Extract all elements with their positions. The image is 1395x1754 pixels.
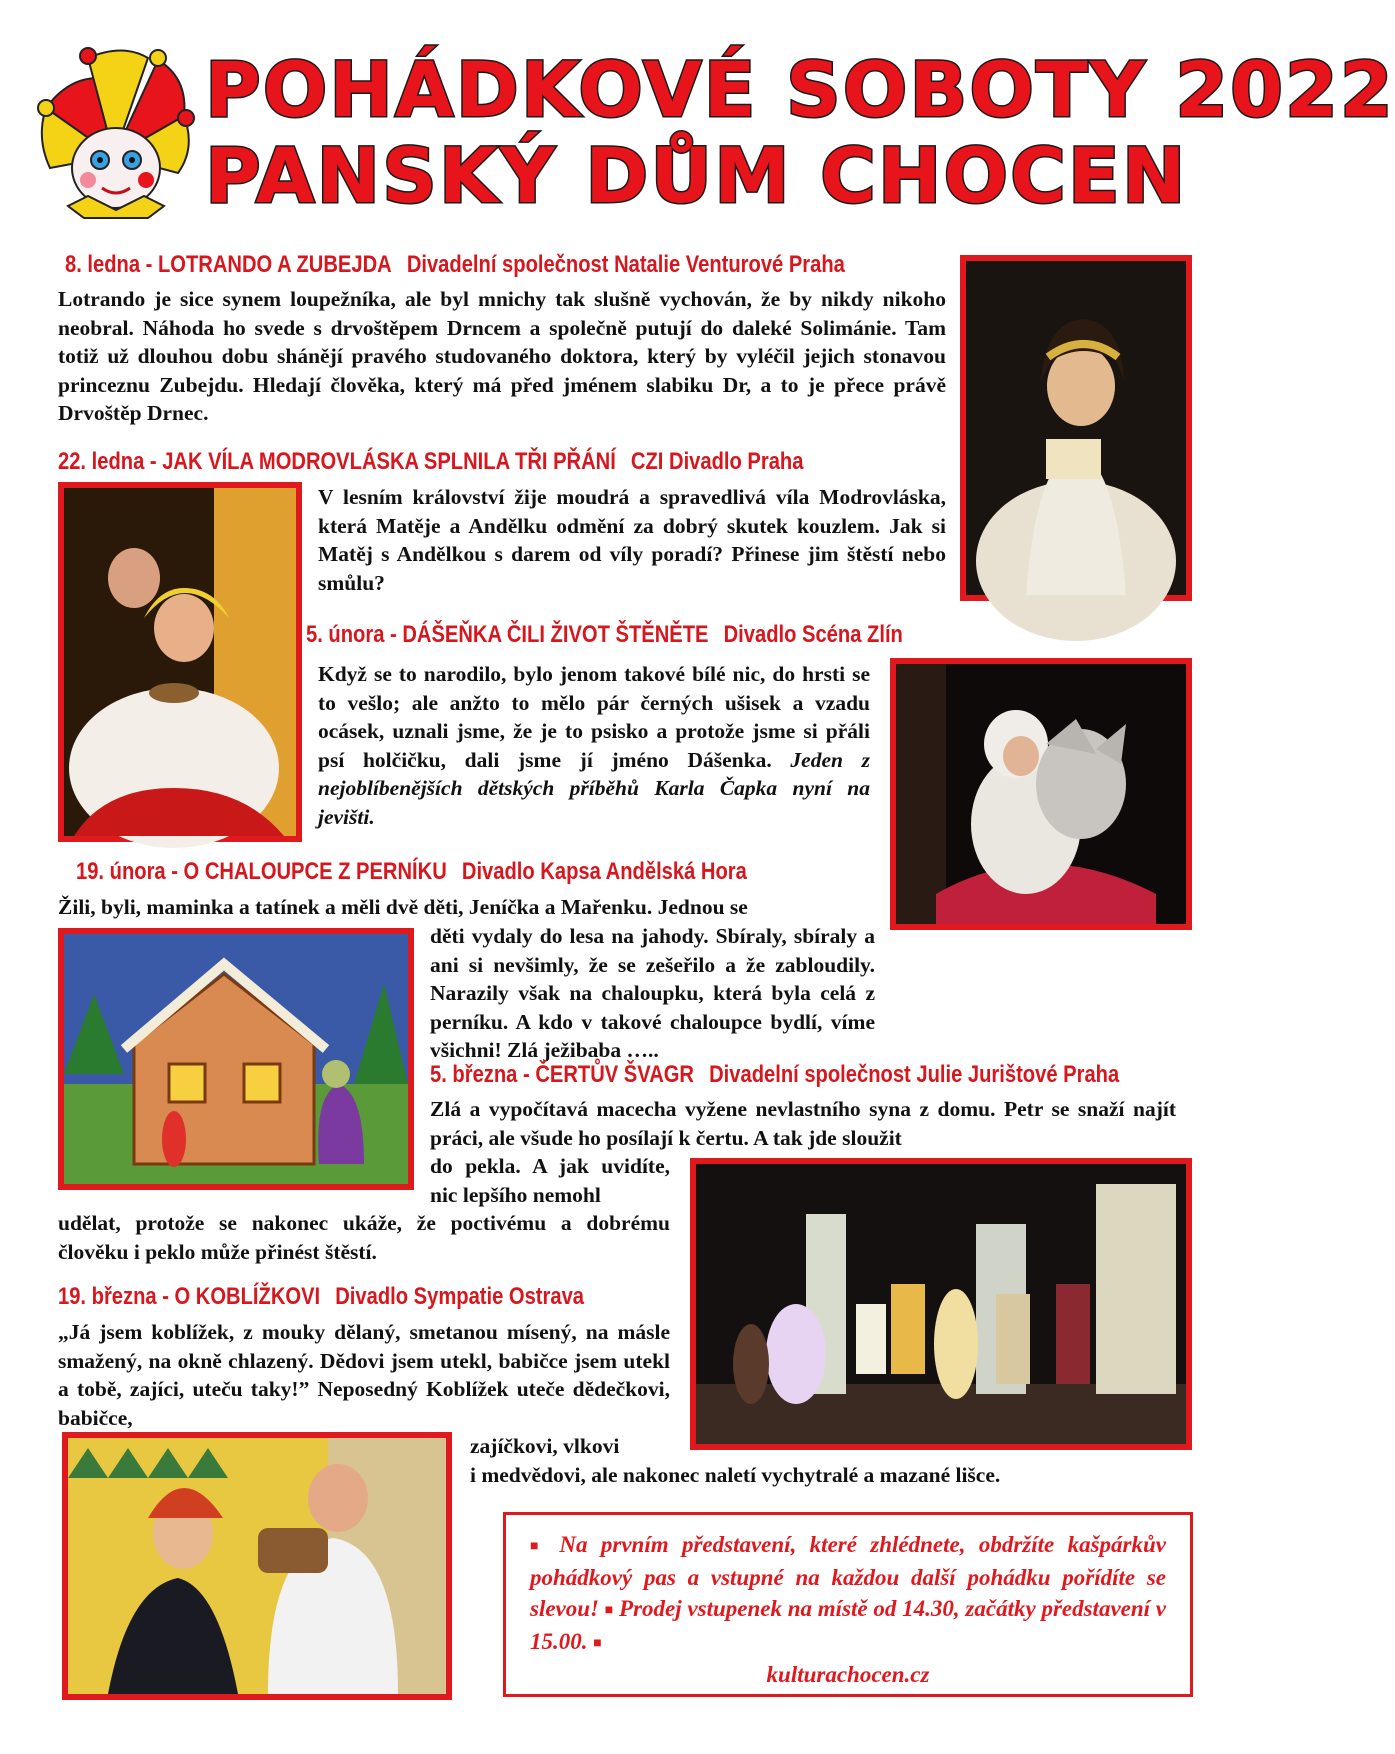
event-description-end: i medvědovi, ale nakonec naletí vychytralé a mazané lišce. <box>470 1463 1001 1487</box>
event-title: JAK VÍLA MODROVLÁSKA SPLNILA TŘI PŘÁNÍ <box>162 448 616 475</box>
event-description: V lesním království žije moudrá a spravedlivá víla Modrovláska, která Matěje a Andělku odmění za dobrý skutek kouzlem. Jak si Matěj s Andělkou s darem od víly poradí? Přinese jim štěstí nebo smůlu? <box>318 485 946 595</box>
event-date: 22. ledna <box>58 448 145 475</box>
jester-logo <box>28 38 200 218</box>
event-description-part: děti vydaly do lesa na jahody. Sbíraly, sbíraly a ani si nevšimly, že se zešeřilo a že zabloudily. Narazily však na chaloupku, která byla celá z perníku. A kdo v takové chaloupce bydlí, víme všichni! Zlá ježibaba ….. <box>430 924 875 1062</box>
event-date: 5. února <box>306 621 385 648</box>
event-description-end: udělat, protože se nakonec ukáže, že poctivému a dobrému člověku i peklo může přinést štěstí. <box>58 1211 670 1264</box>
event-heading: 19. února - O CHALOUPCE Z PERNÍKU Divadlo Kapsa Andělská Hora <box>76 858 747 885</box>
page-title-line2: PANSKÝ DŮM CHOCEN <box>205 131 1188 220</box>
bullet-icon: ■ <box>604 1603 614 1618</box>
event-date: 19. února <box>76 858 166 885</box>
bullet-icon: ■ <box>530 1539 547 1554</box>
event-company: Divadelní společnost Natalie Venturové Praha <box>406 251 845 278</box>
event-description-lead: Žili, byli, maminka a tatínek a měli dvě děti, Jeníčka a Mařenku. Jednou se <box>58 895 748 919</box>
event-title: O CHALOUPCE Z PERNÍKU <box>183 858 447 885</box>
website-link[interactable]: kulturachocen.cz <box>766 1662 930 1687</box>
event-heading: 19. března - O KOBLÍŽKOVI Divadlo Sympatie Ostrava <box>58 1283 584 1310</box>
event-title: O KOBLÍŽKOVI <box>174 1283 321 1310</box>
event-description: „Já jsem koblížek, z mouky dělaný, smetanou mísený, na másle smažený, na okně chlazený. Dědovi jsem utekl, babičce jsem utekl a tobě, zajíci, uteču taky!” Neposedný Koblížek uteče dědečkovi, babičce, <box>58 1320 670 1430</box>
event-description <box>430 922 1176 1065</box>
event-date: 5. března <box>430 1061 518 1088</box>
event-date: 19. března <box>58 1283 157 1310</box>
event-photo-dasenka <box>890 658 1192 930</box>
event-company: Divadlo Scéna Zlín <box>723 621 903 648</box>
event-date: 8. ledna <box>65 251 141 278</box>
event-photo-lotrando <box>960 255 1192 601</box>
event-description-narrow: do pekla. A jak uvidíte, nic lepšího nemohl <box>430 1154 670 1207</box>
event-description: Když se to narodilo, bylo jenom takové bílé nic, do hrsti se to vešlo; ale anžto to mělo pár černých ušisek a vzadu ocásek, uznali jsme, že je to psisko a protože jsme si přáli psí holčičku, dali jsme jí jméno Dášenka. Jeden z nejoblíbenějších dětských příběhů Karla Čapka nyní na jevišti. <box>318 662 870 829</box>
event-heading: 22. ledna - JAK VÍLA MODROVLÁSKA SPLNILA TŘI PŘÁNÍ CZI Divadlo Praha <box>58 448 804 475</box>
event-description-narrow: zajíčkovi, vlkovi <box>470 1434 620 1458</box>
event-photo-modrovlaska <box>58 482 302 842</box>
event-photo-certuv-svagr <box>690 1158 1192 1450</box>
event-title: ČERTŮV ŠVAGR <box>535 1061 694 1088</box>
event-description: Zlá a vypočítavá macecha vyžene nevlastního syna z domu. Petr se snaží najít práci, ale všude ho posílají k čertu. A tak jde sloužit <box>430 1097 1176 1150</box>
event-photo-pernikova-chaloupka <box>58 928 414 1190</box>
info-box <box>503 1512 1193 1697</box>
bullet-icon: ■ <box>593 1636 602 1651</box>
event-description: Lotrando je sice synem loupežníka, ale byl mnichy tak slušně vychován, že by nikdy nikoho neobral. Náhoda ho svede s drvoštěpem Drncem a společně putují do daleké Solimánie. Tam totiž už dlouhou dobu shánějí pravého studovaného doktora, který by vyléčil jejich stonavou princeznu Zubejdu. Hledají člověka, který má před jménem slabiku Dr, a to je přece právě Drvoštěp Drnec. <box>58 287 946 425</box>
info-text-1: Na prvním představení, které zhlédnete, obdržíte kašpárkův pohádkový pas a vstupné na každou další pohádku pořídíte se slevou! <box>530 1532 1166 1621</box>
event-heading: 5. února - DÁŠEŇKA ČILI ŽIVOT ŠTĚNĚTE Divadlo Scéna Zlín <box>306 621 903 648</box>
page-title-line1: POHÁDKOVÉ SOBOTY 2022 <box>205 45 1395 134</box>
event-photo-koblizek <box>62 1432 452 1700</box>
event-company: Divadelní společnost Julie Jurištové Praha <box>709 1061 1120 1088</box>
event-heading: 8. ledna - LOTRANDO A ZUBEJDA Divadelní společnost Natalie Venturové Praha <box>65 251 845 278</box>
event-heading: 5. března - ČERTŮV ŠVAGR Divadelní společnost Julie Jurištové Praha <box>430 1061 1120 1088</box>
event-company: CZI Divadlo Praha <box>630 448 804 475</box>
info-text-2: Prodej vstupenek na místě od 14.30, začátky představení v 15.00. <box>530 1596 1167 1654</box>
event-title: DÁŠEŇKA ČILI ŽIVOT ŠTĚNĚTE <box>402 621 709 648</box>
event-description-italic: Jeden z nejoblíbenějších dětských příběhů Karla Čapka nyní na jevišti. <box>318 747 870 829</box>
event-title: LOTRANDO A ZUBEJDA <box>157 251 392 278</box>
event-company: Divadlo Sympatie Ostrava <box>335 1283 584 1310</box>
event-company: Divadlo Kapsa Andělská Hora <box>461 858 747 885</box>
